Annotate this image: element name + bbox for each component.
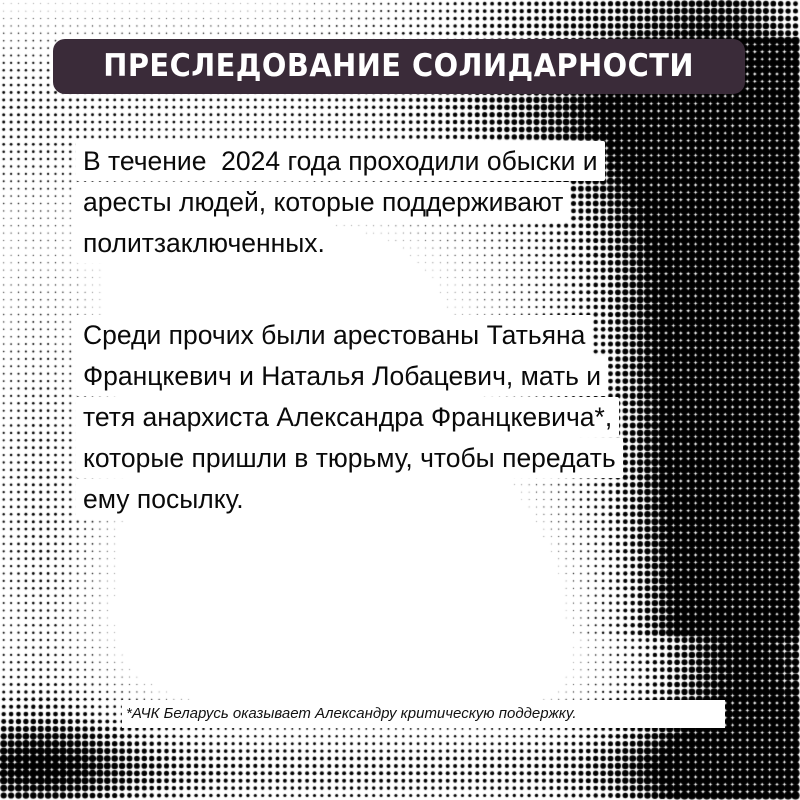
paragraph-2-line-5: ему посылку. (76, 479, 251, 519)
paragraph-2-line-2: Францкевич и Наталья Лобацевич, мать и (76, 356, 608, 396)
page-title: ПРЕСЛЕДОВАНИЕ СОЛИДАРНОСТИ (103, 48, 695, 84)
title-badge (53, 39, 745, 94)
paragraph-2-line-3: тетя анархиста Александра Францкевича*, (76, 397, 619, 437)
paragraph-1-line-3: политзаключенных. (76, 223, 332, 263)
paragraph-2-line-4: которые пришли в тюрьму, чтобы передать (76, 438, 623, 478)
footnote: *АЧК Беларусь оказывает Александру критическую поддержку. (122, 700, 725, 728)
paragraph-2-line-1: Среди прочих были арестованы Татьяна (76, 315, 592, 355)
paragraph-1-line-1: В течение 2024 года проходили обыски и (76, 141, 605, 181)
paragraph-1-line-2: аресты людей, которые поддерживают (76, 182, 570, 222)
